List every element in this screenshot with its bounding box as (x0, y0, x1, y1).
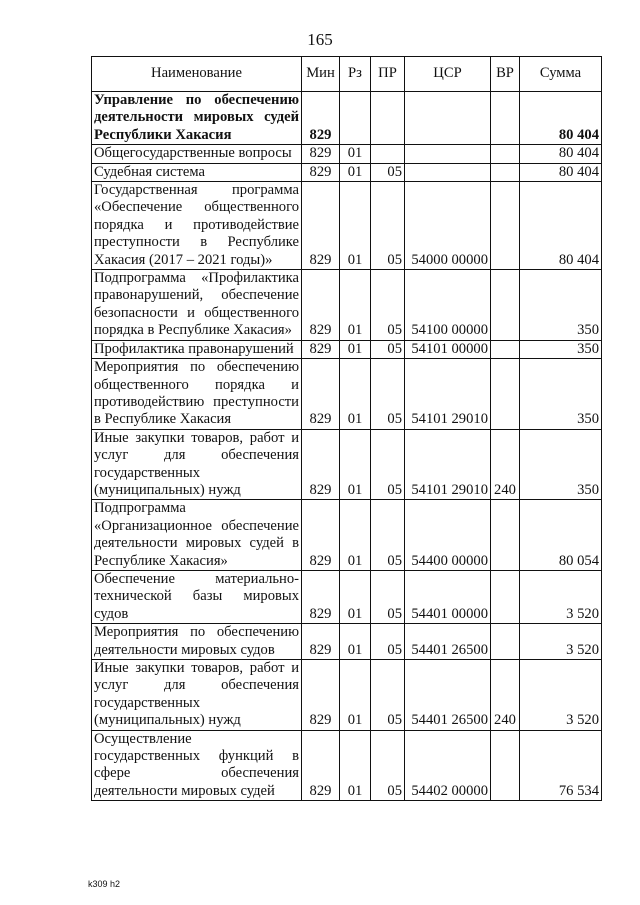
row-name: Подпрограмма «Профилактика правонарушений, обеспечение безопасности и общественного порядка в Республике Хакасия» (92, 270, 302, 341)
row-min: 829 (302, 570, 340, 623)
row-pr: 05 (371, 570, 405, 623)
row-pr: 05 (371, 270, 405, 341)
row-pr: 05 (371, 359, 405, 430)
row-sum: 350 (520, 359, 602, 430)
row-csr (405, 145, 491, 163)
row-min: 829 (302, 500, 340, 571)
row-csr: 54401 00000 (405, 570, 491, 623)
row-sum: 3 520 (520, 570, 602, 623)
row-name: Мероприятия по обеспечению деятельности мировых судов (92, 624, 302, 660)
table-row (92, 624, 602, 660)
row-pr: 05 (371, 182, 405, 270)
row-pr: 05 (371, 500, 405, 571)
row-csr: 54100 00000 (405, 270, 491, 341)
row-rz: 01 (340, 359, 371, 430)
row-rz: 01 (340, 570, 371, 623)
budget-table (91, 56, 602, 801)
row-rz (340, 92, 371, 145)
row-sum: 76 534 (520, 730, 602, 801)
row-csr: 54101 29010 (405, 429, 491, 500)
row-csr (405, 92, 491, 145)
table-row (92, 429, 602, 500)
row-min: 829 (302, 340, 340, 358)
row-sum: 3 520 (520, 660, 602, 731)
row-vr (491, 570, 520, 623)
row-rz: 01 (340, 163, 371, 181)
row-vr (491, 92, 520, 145)
row-rz: 01 (340, 340, 371, 358)
table-row (92, 270, 602, 341)
table-header-row (92, 57, 602, 92)
row-name: Подпрограмма «Организационное обеспечение деятельности мировых судей в Республике Хакасия» (92, 500, 302, 571)
row-sum: 80 404 (520, 145, 602, 163)
row-name: Управление по обеспечению деятельности мировых судей Республики Хакасия (92, 92, 302, 145)
row-rz: 01 (340, 624, 371, 660)
row-vr (491, 182, 520, 270)
header-csr: ЦСР (405, 57, 491, 92)
row-name: Иные закупки товаров, работ и услуг для обеспечения государственных (муниципальных) нужд (92, 660, 302, 731)
row-pr: 05 (371, 340, 405, 358)
row-rz: 01 (340, 730, 371, 801)
row-pr: 05 (371, 163, 405, 181)
table-row (92, 340, 602, 358)
row-name: Обеспечение материально-технической базы мировых судов (92, 570, 302, 623)
header-rz: Рз (340, 57, 371, 92)
table-row (92, 660, 602, 731)
row-vr (491, 730, 520, 801)
row-vr (491, 163, 520, 181)
row-rz: 01 (340, 270, 371, 341)
row-csr (405, 163, 491, 181)
row-sum: 80 404 (520, 92, 602, 145)
row-min: 829 (302, 429, 340, 500)
table-row (92, 145, 602, 163)
row-name: Мероприятия по обеспечению общественного порядка и противодействию преступности в Республике Хакасия (92, 359, 302, 430)
row-pr (371, 92, 405, 145)
table-row (92, 92, 602, 145)
row-sum: 350 (520, 340, 602, 358)
row-vr (491, 340, 520, 358)
row-sum: 350 (520, 429, 602, 500)
row-name: Государственная программа «Обеспечение общественного порядка и противодействие преступности в Республике Хакасия (2017 – 2021 годы)» (92, 182, 302, 270)
table-row (92, 500, 602, 571)
row-sum: 80 054 (520, 500, 602, 571)
table-row (92, 182, 602, 270)
row-name: Судебная система (92, 163, 302, 181)
table-row (92, 570, 602, 623)
row-name: Профилактика правонарушений (92, 340, 302, 358)
row-rz: 01 (340, 660, 371, 731)
row-name: Осуществление государственных функций в сфере обеспечения деятельности мировых судей (92, 730, 302, 801)
row-min: 829 (302, 182, 340, 270)
row-vr (491, 624, 520, 660)
row-vr (491, 500, 520, 571)
row-min: 829 (302, 660, 340, 731)
row-sum: 350 (520, 270, 602, 341)
row-vr (491, 359, 520, 430)
row-name: Иные закупки товаров, работ и услуг для обеспечения государственных (муниципальных) нужд (92, 429, 302, 500)
footer-code: k309 h2 (88, 879, 121, 889)
row-csr: 54401 26500 (405, 660, 491, 731)
table-row (92, 359, 602, 430)
row-vr: 240 (491, 660, 520, 731)
header-pr: ПР (371, 57, 405, 92)
row-csr: 54101 29010 (405, 359, 491, 430)
table-row (92, 730, 602, 801)
row-min: 829 (302, 359, 340, 430)
row-min: 829 (302, 730, 340, 801)
row-csr: 54101 00000 (405, 340, 491, 358)
row-csr: 54000 00000 (405, 182, 491, 270)
row-rz: 01 (340, 500, 371, 571)
row-rz: 01 (340, 182, 371, 270)
row-vr: 240 (491, 429, 520, 500)
row-min: 829 (302, 624, 340, 660)
row-min: 829 (302, 163, 340, 181)
row-min: 829 (302, 92, 340, 145)
row-min: 829 (302, 270, 340, 341)
header-name: Наименование (92, 57, 302, 92)
header-sum: Сумма (520, 57, 602, 92)
row-min: 829 (302, 145, 340, 163)
row-vr (491, 270, 520, 341)
row-name: Общегосударственные вопросы (92, 145, 302, 163)
header-min: Мин (302, 57, 340, 92)
row-pr: 05 (371, 429, 405, 500)
row-csr: 54400 00000 (405, 500, 491, 571)
row-rz: 01 (340, 145, 371, 163)
table-row (92, 163, 602, 181)
row-vr (491, 145, 520, 163)
page-number: 165 (307, 30, 333, 49)
row-pr: 05 (371, 660, 405, 731)
row-sum: 80 404 (520, 163, 602, 181)
row-sum: 80 404 (520, 182, 602, 270)
row-sum: 3 520 (520, 624, 602, 660)
row-rz: 01 (340, 429, 371, 500)
row-pr: 05 (371, 624, 405, 660)
row-pr (371, 145, 405, 163)
row-csr: 54402 00000 (405, 730, 491, 801)
row-csr: 54401 26500 (405, 624, 491, 660)
header-vr: ВР (491, 57, 520, 92)
row-pr: 05 (371, 730, 405, 801)
